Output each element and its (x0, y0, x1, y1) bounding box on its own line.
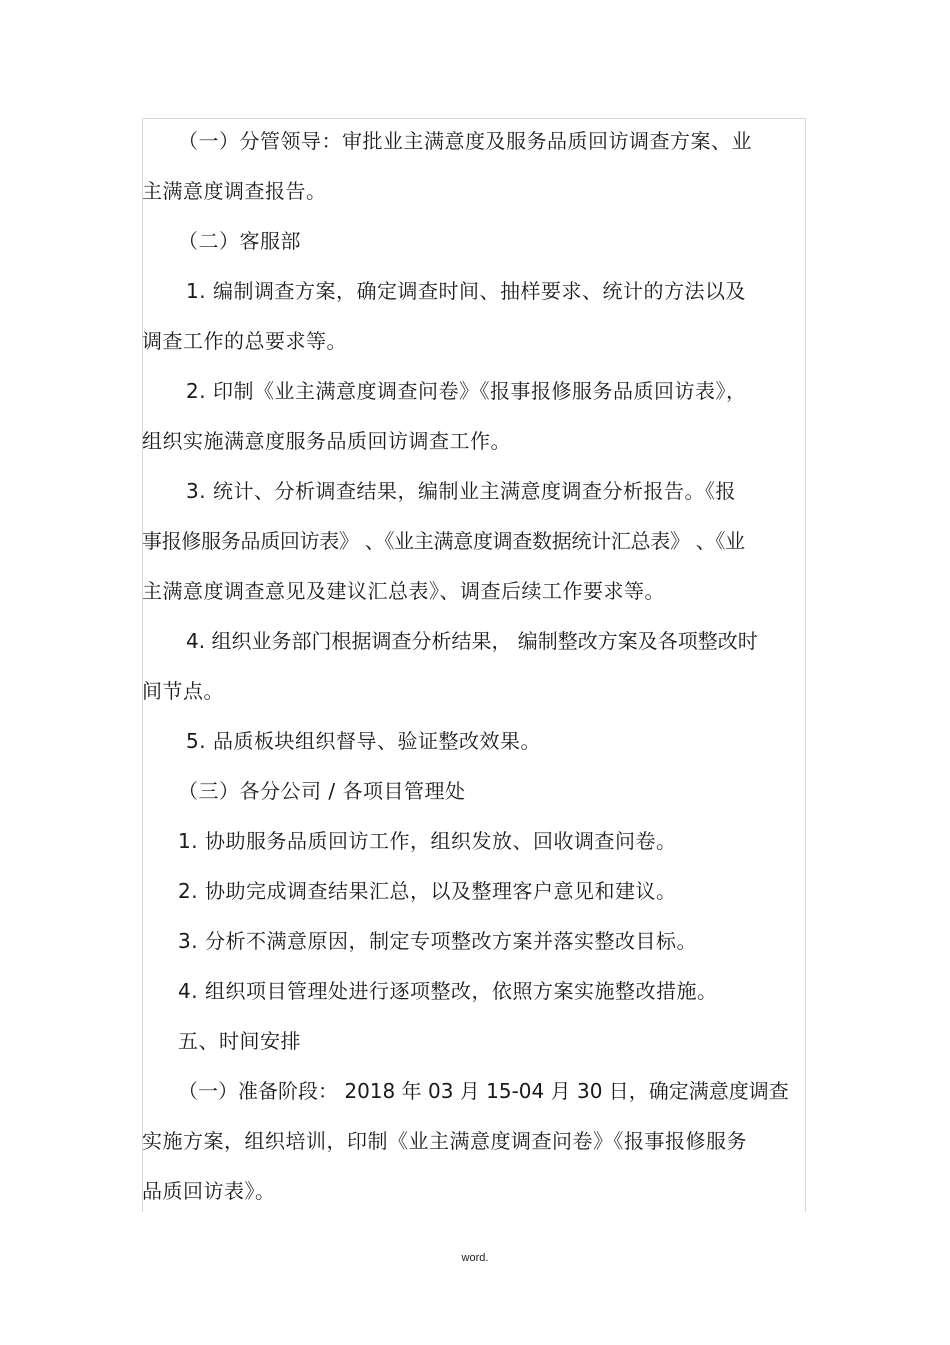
text-line: 组织实施满意度服务品质回访调查工作。 (142, 429, 511, 453)
text-line: 1. 编制调查方案，确定调查时间、抽样要求、统计的方法以及 (186, 279, 746, 303)
text-line: 主满意度调查意见及建议汇总表》、调查后续工作要求等。 (142, 579, 665, 603)
text-line: 4. 组织业务部门根据调查分析结果， 编制整改方案及各项整改时 (186, 629, 758, 653)
text-line: 5. 品质板块组织督导、验证整改效果。 (186, 729, 541, 753)
text-line: 3. 分析不满意原因，制定专项整改方案并落实整改目标。 (178, 929, 697, 953)
text-line: （一）准备阶段： 2018 年 03 月 15-04 月 30 日，确定满意度调查 (178, 1079, 789, 1103)
text-line: 间节点。 (142, 679, 224, 703)
text-line: 主满意度调查报告。 (142, 179, 327, 203)
text-line: 1. 协助服务品质回访工作，组织发放、回收调查问卷。 (178, 829, 677, 853)
text-line: 3. 统计、分析调查结果，编制业主满意度调查分析报告。《报 (186, 479, 736, 503)
text-line: （二）客服部 (178, 229, 301, 253)
text-line: 实施方案，组织培训，印制《业主满意度调查问卷》《报事报修服务 (142, 1129, 747, 1153)
section-heading: （三）各分公司 / 各项目管理处 (178, 779, 466, 803)
text-line: 事报修服务品质回访表》 、《业主满意度调查数据统计汇总表》 、《业 (142, 529, 745, 553)
text-line: （一）分管领导：审批业主满意度及服务品质回访调查方案、业 (178, 129, 752, 153)
text-line: 调查工作的总要求等。 (142, 329, 347, 353)
text-line: 品质回访表》。 (142, 1179, 276, 1203)
section-heading: 五、时间安排 (178, 1029, 301, 1053)
text-line: 4. 组织项目管理处进行逐项整改，依照方案实施整改措施。 (178, 979, 718, 1003)
text-line: 2. 协助完成调查结果汇总，以及整理客户意见和建议。 (178, 879, 677, 903)
text-line: 2. 印制《业主满意度调查问卷》《报事报修服务品质回访表》， (186, 379, 747, 403)
page-footer: word. (461, 1252, 489, 1264)
